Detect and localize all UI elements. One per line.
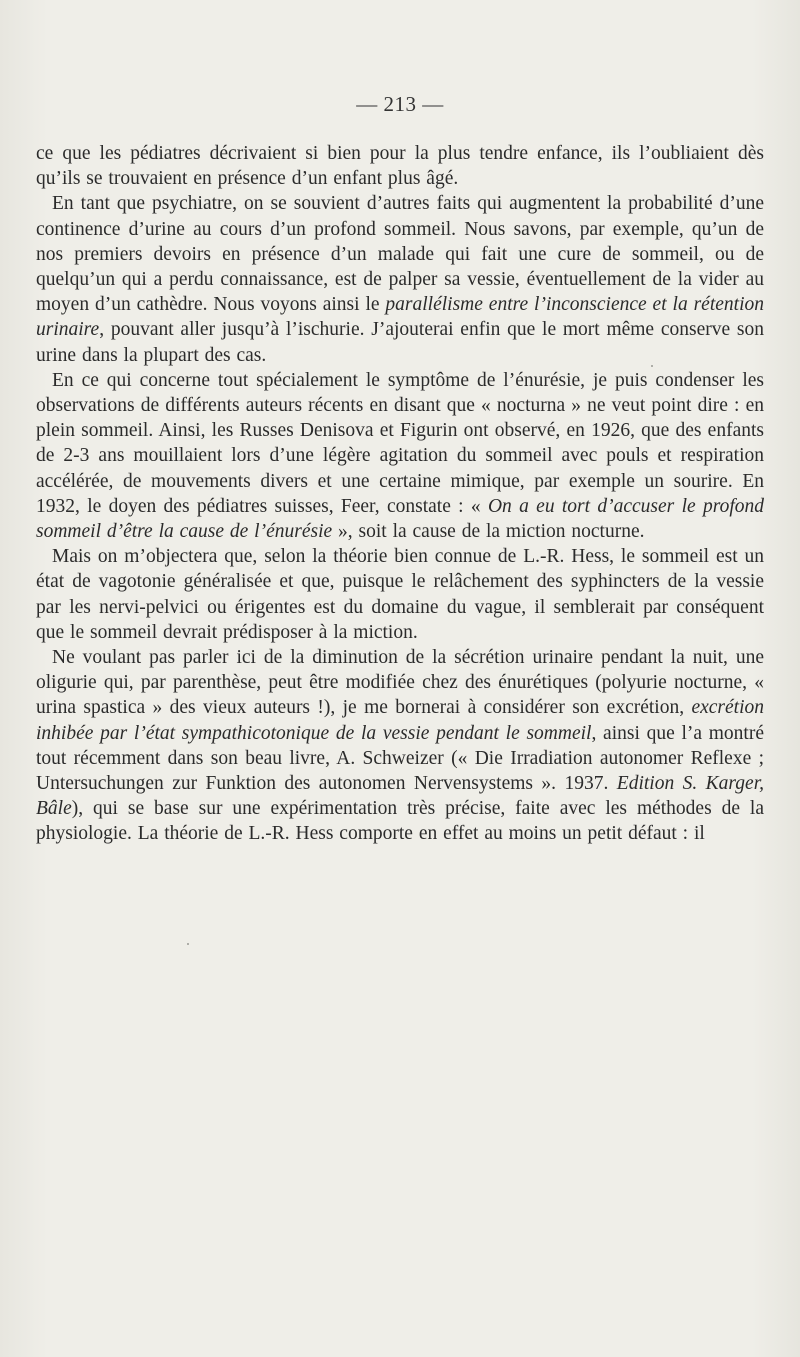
- text-run: ), qui se base sur une expérimentation très précise, faite avec les méthodes de la physiologie. La théorie de L.-R. Hess comporte en effet au moins un petit défaut : il: [36, 798, 764, 845]
- italic-phrase: parallélisme entre l’inconscience et la rétention urinaire: [36, 294, 764, 341]
- paragraph: [36, 544, 764, 645]
- paragraph: [36, 368, 764, 544]
- paragraph: [36, 191, 764, 367]
- text-run: Ne voulant pas parler ici de la diminution de la sécrétion urinaire pendant la nuit, une oligurie qui, par parenthèse, peut être modifiée chez des énurétiques (polyurie nocturne, « urina spastica » des vieux auteurs !), je me bornerai à considérer son excrétion,: [36, 647, 764, 719]
- text-run: », soit la cause de la miction nocturne.: [332, 521, 645, 543]
- scan-speck: [187, 943, 189, 945]
- paragraph: [36, 141, 764, 191]
- italic-phrase: excrétion inhibée par l’état sympathicotonique de la vessie pendant le sommeil: [36, 697, 764, 744]
- page-number: — 213 —: [356, 92, 444, 116]
- text-run: En ce qui concerne tout spécialement le symptôme de l’énurésie, je puis condenser les observations de différents auteurs récents en disant que « nocturna » ne veut point dire : en plein sommeil. Ainsi, les Russes Denisova et Figurin ont observé, en 1926, que des enfants de 2-3 ans mouillaient lors d’une légère agitation du sommeil avec pouls et respiration accélérée, de mouvements divers et une certaine mimique, par exemple un sourire. En 1932, le doyen des pédiatres suisses, Feer, constate : «: [36, 369, 764, 517]
- text-run: Mais on m’objectera que, selon la théorie bien connue de L.-R. Hess, le sommeil est un état de vagotonie généralisée et que, puisque le relâchement des syphincters de la vessie par les nervi-pelvici ou érigentes est du domaine du vague, il semblerait par conséquent que le sommeil devrait prédisposer à la miction.: [36, 546, 764, 643]
- paragraph: [36, 645, 764, 847]
- body-text: [36, 141, 764, 847]
- text-run: En tant que psychiatre, on se souvient d’autres faits qui augmentent la probabilité d’une continence d’urine au cours d’un profond sommeil. Nous savons, par exemple, qu’un de nos premiers devoirs en présence d’un malade qui fait une cure de sommeil, ou de quelqu’un qui a perdu connaissance, est de palper sa vessie, éventuellement de la vider au moyen d’un cathèdre. Nous voyons ainsi le: [36, 193, 764, 316]
- scan-speck: [651, 365, 653, 367]
- text-run: ce que les pédiatres décrivaient si bien pour la plus tendre enfance, ils l’oubliaient dès qu’ils se trouvaient en présence d’un enfant plus âgé.: [36, 143, 764, 190]
- italic-phrase: Edition S. Karger, Bâle: [36, 773, 764, 820]
- italic-phrase: On a eu tort d’accuser le profond sommeil d’être la cause de l’énurésie: [36, 495, 764, 543]
- text-run: , pouvant aller jusqu’à l’ischurie. J’ajouterai enfin que le mort même conserve son urine dans la plupart des cas.: [36, 319, 764, 366]
- text-run: , ainsi que l’a montré tout récemment dans son beau livre, A. Schweizer (« Die Irradiation autonomer Reflexe ; Untersuchungen zur Funktion des autonomen Nervensystems ». 1937.: [36, 722, 764, 795]
